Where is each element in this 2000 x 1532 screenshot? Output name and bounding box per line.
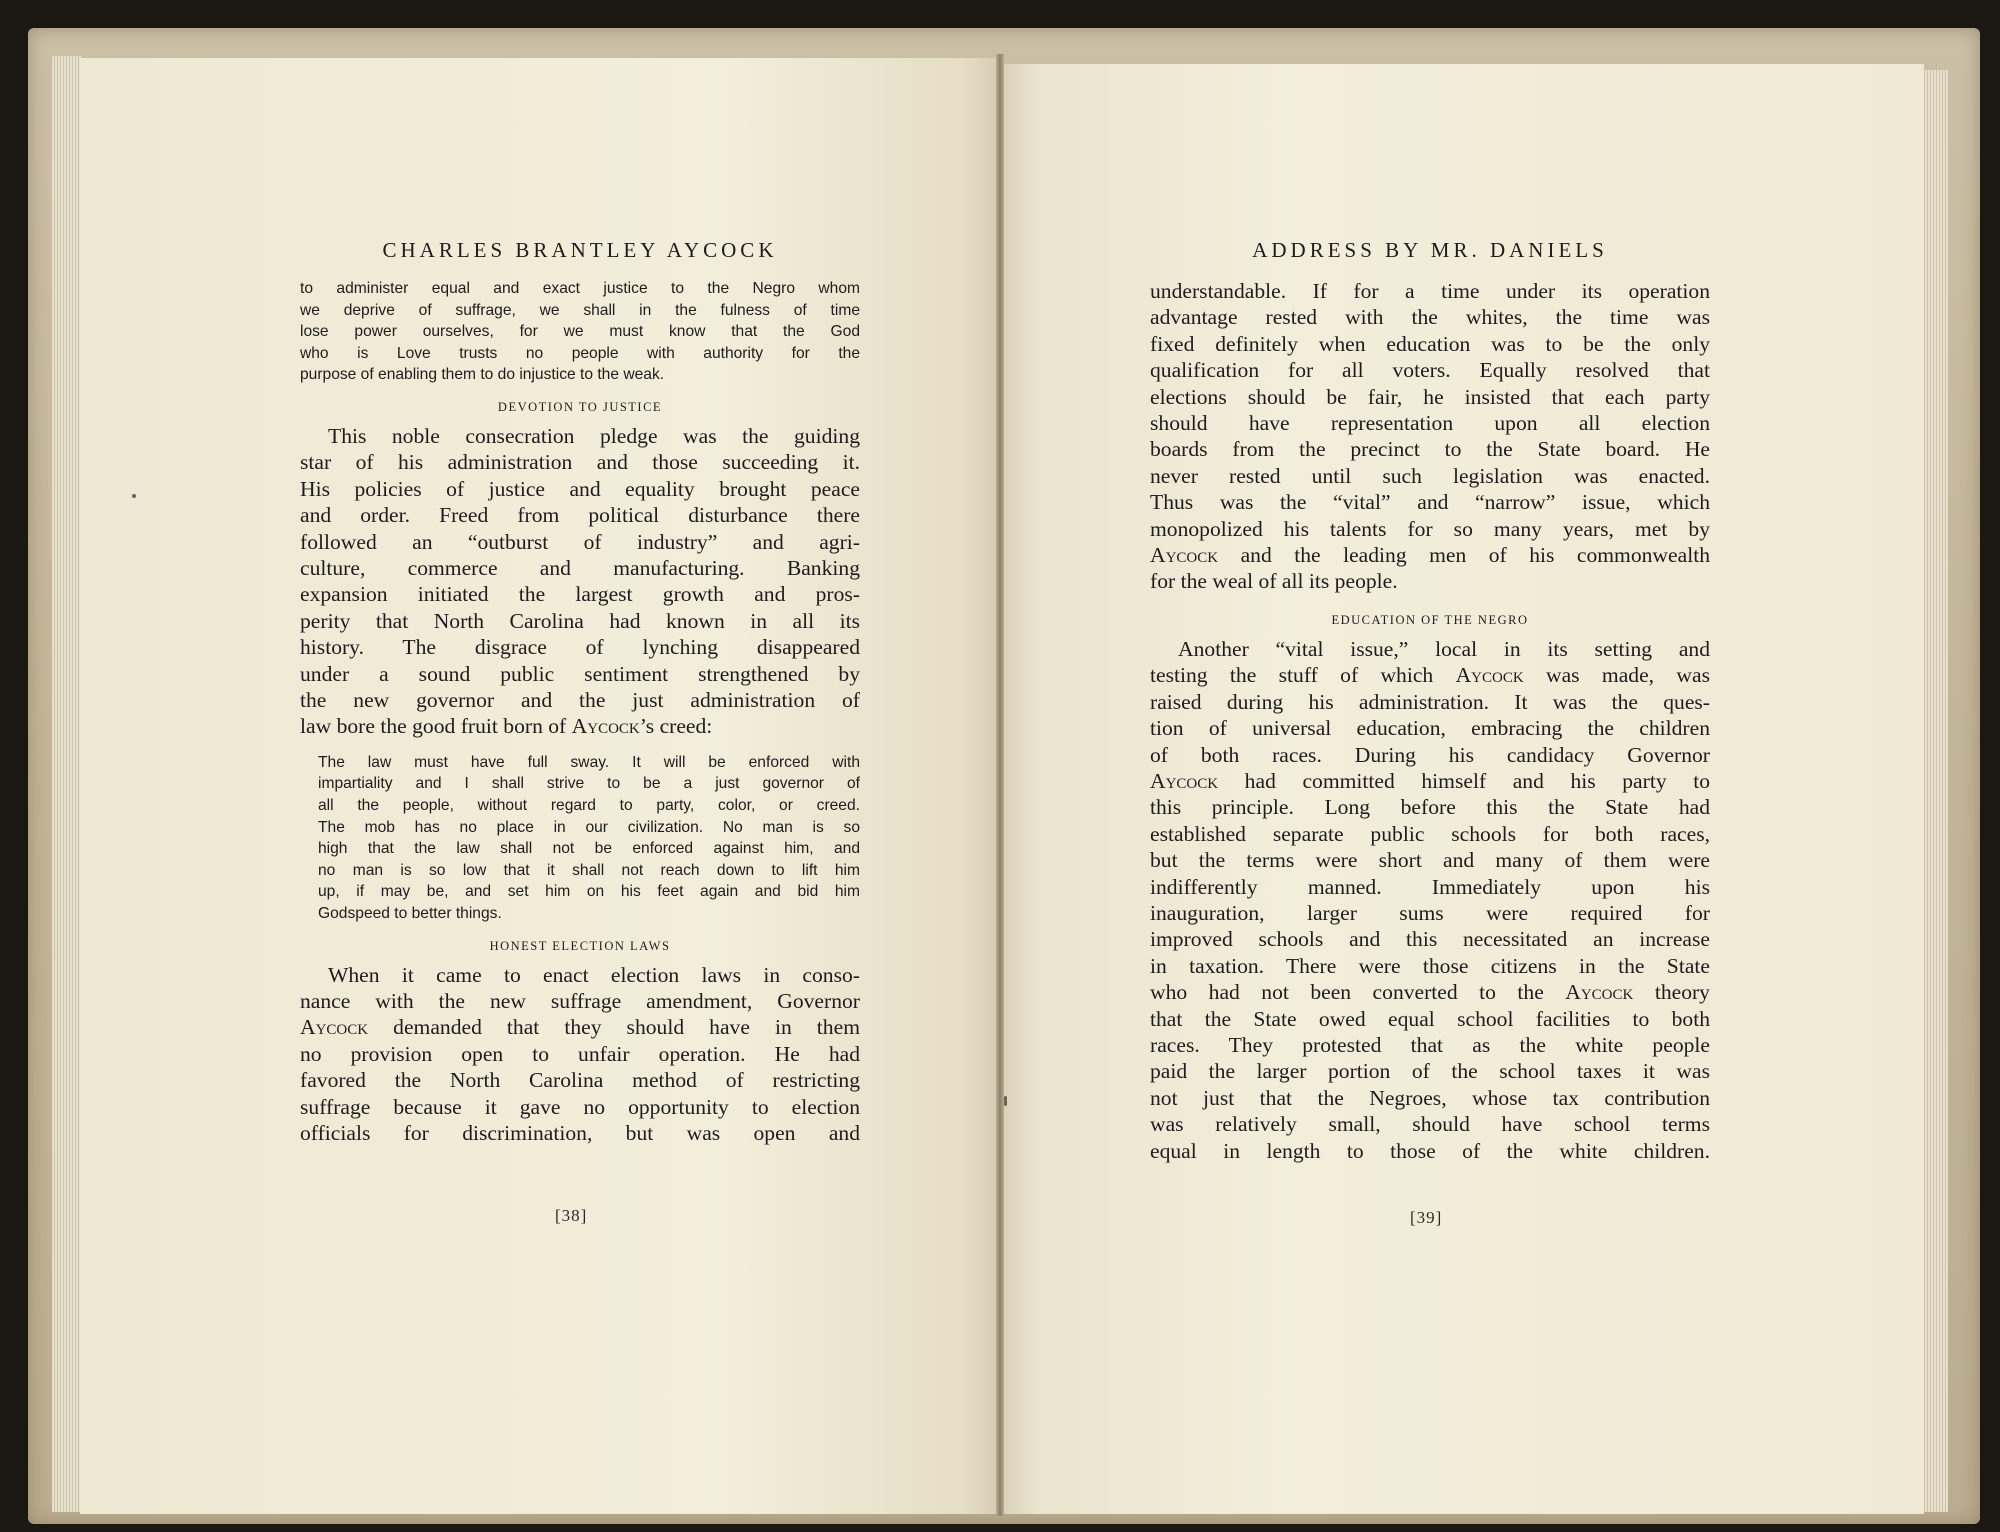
body-text: had committed himself and his party to bbox=[1218, 768, 1710, 793]
section-heading-honest-election: HONEST ELECTION LAWS bbox=[489, 938, 671, 953]
body-line: that the State owed equal school facilities to both bbox=[1150, 1006, 1710, 1031]
body-text: testing the stuff of which bbox=[1150, 663, 1456, 688]
body-line: improved schools and this necessitated an increase bbox=[1150, 927, 1710, 952]
body-line: was relatively small, should have school terms bbox=[1150, 1112, 1710, 1137]
body-line: suffrage because it gave no opportunity to election bbox=[300, 1094, 860, 1119]
body-line: tion of universal education, embracing the children bbox=[1150, 716, 1710, 741]
right-running-head: ADDRESS BY MR. DANIELS bbox=[1252, 238, 1608, 262]
small-caps-name: Aycock bbox=[1150, 543, 1219, 568]
body-text: theory bbox=[1633, 980, 1710, 1005]
paper-speck bbox=[132, 494, 136, 498]
body-line: star of his administration and those succeeding it. bbox=[300, 450, 860, 475]
body-line: races. They protested that as the white people bbox=[1150, 1032, 1710, 1057]
body-line: paid the larger portion of the school taxes it was bbox=[1150, 1059, 1710, 1084]
body-line: culture, commerce and manufacturing. Banking bbox=[300, 556, 860, 580]
body-line: history. The disgrace of lynching disappeared bbox=[300, 635, 860, 660]
body-line: equal in length to those of the white children. bbox=[1150, 1138, 1710, 1163]
body-line bbox=[1150, 542, 1710, 568]
body-line bbox=[1150, 979, 1710, 1005]
left-quote-1 bbox=[300, 278, 860, 386]
small-caps-name: Aycock bbox=[1565, 980, 1634, 1005]
body-line: but the terms were short and many of them were bbox=[1150, 848, 1710, 873]
body-line: elections should be fair, he insisted that each party bbox=[1150, 384, 1710, 409]
quote-line: to administer equal and exact justice to the Negro whom bbox=[300, 280, 860, 297]
body-text: law bore the good fruit born of bbox=[300, 714, 572, 739]
body-line: followed an “outburst of industry” and agri- bbox=[300, 529, 860, 554]
section-heading-education: EDUCATION OF THE NEGRO bbox=[1331, 612, 1529, 627]
body-line: nance with the new suffrage amendment, Governor bbox=[300, 989, 860, 1013]
left-quote-2 bbox=[300, 752, 860, 925]
paper-speck bbox=[1004, 1096, 1007, 1106]
body-line: His policies of justice and equality brought peace bbox=[300, 476, 860, 501]
body-line: this principle. Long before this the State had bbox=[1150, 795, 1710, 820]
small-caps-name: Aycock bbox=[300, 1015, 369, 1040]
small-caps-name: Aycock bbox=[571, 714, 640, 739]
quote-line: Godspeed to better things. bbox=[318, 905, 502, 922]
body-line: raised during his administration. It was the ques- bbox=[1150, 689, 1710, 714]
body-line: perity that North Carolina had known in all its bbox=[300, 608, 860, 633]
left-running-head: CHARLES BRANTLEY AYCOCK bbox=[382, 238, 778, 262]
body-line: boards from the precinct to the State board. He bbox=[1150, 437, 1710, 462]
body-line: in taxation. There were those citizens in the State bbox=[1150, 953, 1710, 978]
body-line: favored the North Carolina method of restricting bbox=[300, 1068, 860, 1093]
body-line: officials for discrimination, but was open and bbox=[300, 1121, 860, 1146]
body-text: and the leading men of his commonwealth bbox=[1218, 543, 1710, 568]
right-page-text bbox=[1150, 238, 1710, 1164]
body-line: inauguration, larger sums were required for bbox=[1150, 900, 1710, 925]
quote-line: lose power ourselves, for we must know that the God bbox=[300, 323, 860, 341]
right-paragraph-1 bbox=[1150, 278, 1710, 595]
left-page-number: [38] bbox=[555, 1206, 588, 1225]
body-line: fixed definitely when education was to be the only bbox=[1150, 331, 1710, 356]
quote-line: high that the law shall not be enforced against him, and bbox=[318, 840, 860, 858]
quote-line: purpose of enabling them to do injustice to the weak. bbox=[300, 366, 665, 384]
quote-line: we deprive of suffrage, we shall in the fulness of time bbox=[300, 301, 860, 319]
body-line: for the weal of all its people. bbox=[1150, 569, 1398, 594]
quote-line: no man is so low that it shall not reach down to lift him bbox=[318, 861, 860, 879]
body-line: This noble consecration pledge was the guiding bbox=[328, 423, 860, 448]
right-page-number: [39] bbox=[1410, 1208, 1443, 1227]
body-line: advantage rested with the whites, the time was bbox=[1150, 305, 1710, 330]
left-paragraph-1 bbox=[300, 423, 860, 740]
quote-line: The mob has no place in our civilization. No man is so bbox=[318, 818, 860, 836]
body-line: the new governor and the just administration of bbox=[300, 688, 860, 713]
quote-line: who is Love trusts no people with authority for the bbox=[300, 344, 860, 362]
body-line bbox=[300, 1014, 860, 1040]
body-line: indifferently manned. Immediately upon his bbox=[1150, 874, 1710, 899]
body-line: of both races. During his candidacy Governor bbox=[1150, 742, 1710, 767]
body-line: under a sound public sentiment strengthened by bbox=[300, 661, 860, 686]
body-text: demanded that they should have in them bbox=[368, 1015, 860, 1040]
quote-line: up, if may be, and set him on his feet again and bid him bbox=[318, 883, 860, 901]
body-line: and order. Freed from political disturbance there bbox=[300, 503, 860, 528]
quote-line: The law must have full sway. It will be enforced with bbox=[318, 753, 860, 771]
body-text: was made, was bbox=[1523, 663, 1710, 688]
body-line: should have representation upon all election bbox=[1150, 411, 1710, 436]
right-page-edges bbox=[1922, 70, 1948, 1512]
small-caps-name: Aycock bbox=[1455, 663, 1524, 688]
small-caps-name: Aycock bbox=[1150, 768, 1219, 793]
book-gutter bbox=[996, 54, 1004, 1516]
body-line bbox=[300, 713, 860, 739]
body-line: understandable. If for a time under its operation bbox=[1150, 279, 1710, 303]
body-line bbox=[1150, 662, 1710, 688]
body-text: who had not been converted to the bbox=[1150, 980, 1566, 1005]
quote-line: all the people, without regard to party, color, or creed. bbox=[318, 797, 860, 815]
body-line: Thus was the “vital” and “narrow” issue, which bbox=[1150, 490, 1710, 515]
body-line: no provision open to unfair operation. He had bbox=[300, 1041, 860, 1066]
section-heading-devotion: DEVOTION TO JUSTICE bbox=[497, 399, 663, 414]
body-line: established separate public schools for both races, bbox=[1150, 821, 1710, 846]
body-line: expansion initiated the largest growth and pros- bbox=[300, 582, 860, 607]
body-line: When it came to enact election laws in conso- bbox=[328, 962, 860, 987]
left-page-edges bbox=[52, 56, 82, 1512]
body-line: qualification for all voters. Equally resolved that bbox=[1150, 358, 1710, 383]
right-paragraph-2 bbox=[1150, 636, 1710, 1164]
body-line: not just that the Negroes, whose tax contribution bbox=[1150, 1085, 1710, 1110]
left-page-text bbox=[300, 238, 860, 1146]
body-line bbox=[1150, 768, 1710, 794]
left-paragraph-2 bbox=[300, 962, 860, 1147]
quote-line: impartiality and I shall strive to be a just governor of bbox=[318, 775, 860, 793]
body-line: never rested until such legislation was enacted. bbox=[1150, 463, 1710, 488]
body-text: ’s creed: bbox=[639, 714, 713, 739]
body-line: monopolized his talents for so many years, met by bbox=[1150, 516, 1710, 541]
body-line: Another “vital issue,” local in its setting and bbox=[1178, 636, 1710, 661]
